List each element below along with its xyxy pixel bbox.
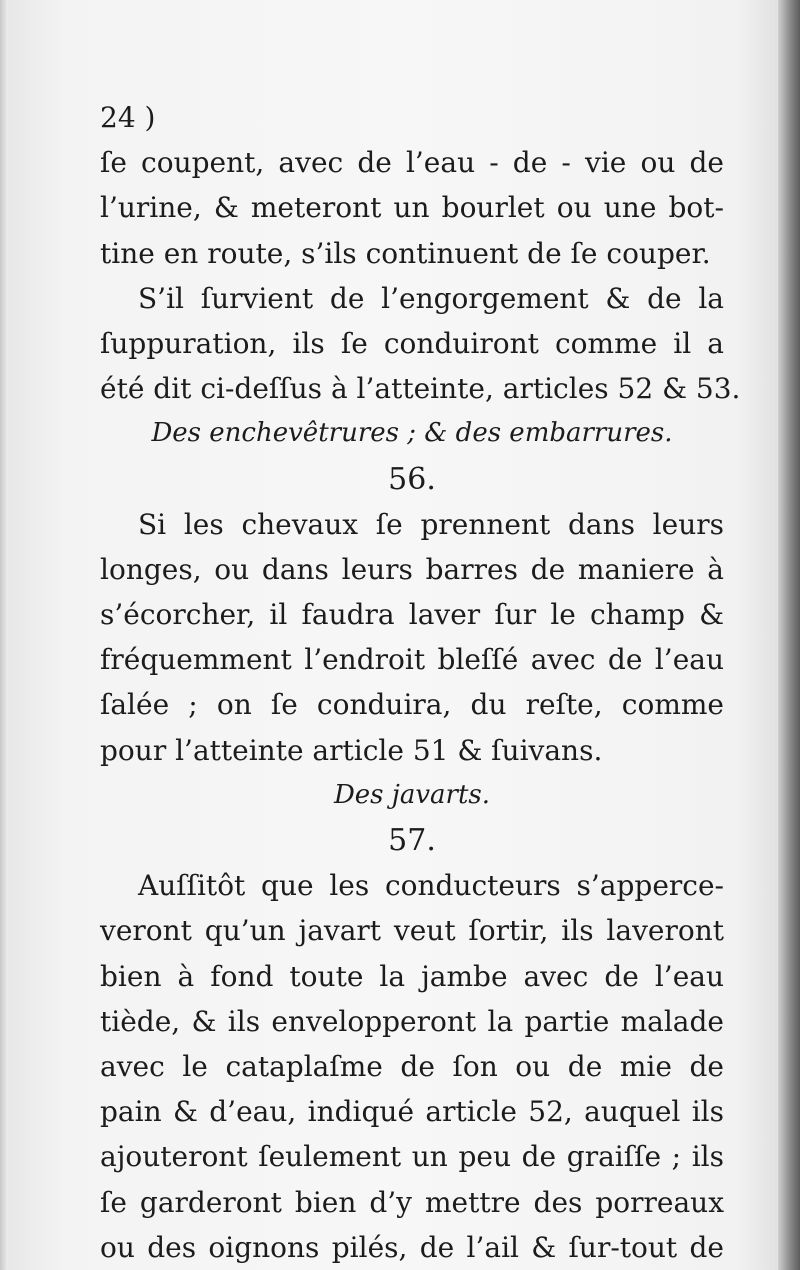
page-number: 24 ): [100, 101, 156, 134]
text-line: pain & d’eau, indiqué article 52, auquel ils: [100, 1095, 724, 1129]
text-line: ſe coupent, avec de l’eau - de - vie ou de: [100, 146, 724, 180]
section-heading: Des enchevêtrures ; & des embarrures.: [151, 418, 673, 449]
page-text-block: [100, 95, 741, 1270]
text-line: S’il ſurvient de l’engorgement & de la: [138, 281, 724, 315]
text-line: fréquemment l’endroit bleſſé avec de l’eau: [100, 643, 724, 677]
text-line: pour l’atteinte article 51 & ſuivans.: [100, 733, 603, 767]
text-line: tine en route, s’ils continuent de ſe couper.: [100, 236, 711, 270]
text-line: ou des oignons pilés, de l’ail & ſur-tout de: [100, 1230, 724, 1264]
text-line: été dit ci-deſſus à l’atteinte, articles 52 & 53.: [100, 372, 741, 406]
text-line: ajouteront ſeulement un peu de graiſſe ; ils: [100, 1140, 724, 1174]
article-number: 57.: [388, 823, 436, 858]
page-right-edge-shadow: [778, 0, 800, 1270]
section-heading: Des javarts.: [333, 779, 491, 810]
page-left-edge: [0, 0, 8, 1270]
text-line: tiède, & ils envelopperont la partie malade: [100, 1004, 724, 1038]
text-line: Si les chevaux ſe prennent dans leurs: [138, 507, 724, 541]
text-line: s’écorcher, il faudra laver ſur le champ &: [100, 598, 724, 632]
text-line: veront qu’un javart veut ſortir, ils laveront: [100, 914, 724, 948]
text-line: ſalée ; on ſe conduira, du reſte, comme: [100, 688, 724, 722]
text-line: ſe garderont bien d’y mettre des porreaux: [100, 1185, 724, 1219]
text-line: ſuppuration, ils ſe conduiront comme il a: [100, 326, 724, 360]
text-line: longes, ou dans leurs barres de maniere à: [100, 552, 724, 586]
article-number: 56.: [388, 461, 436, 497]
text-line: avec le cataplaſme de ſon ou de mie de: [100, 1049, 724, 1083]
text-line: Auſſitôt que les conducteurs s’apperce-: [138, 869, 724, 903]
text-line: bien à fond toute la jambe avec de l’eau: [100, 959, 724, 993]
text-line: l’urine, & meteront un bourlet ou une bot-: [100, 191, 724, 225]
